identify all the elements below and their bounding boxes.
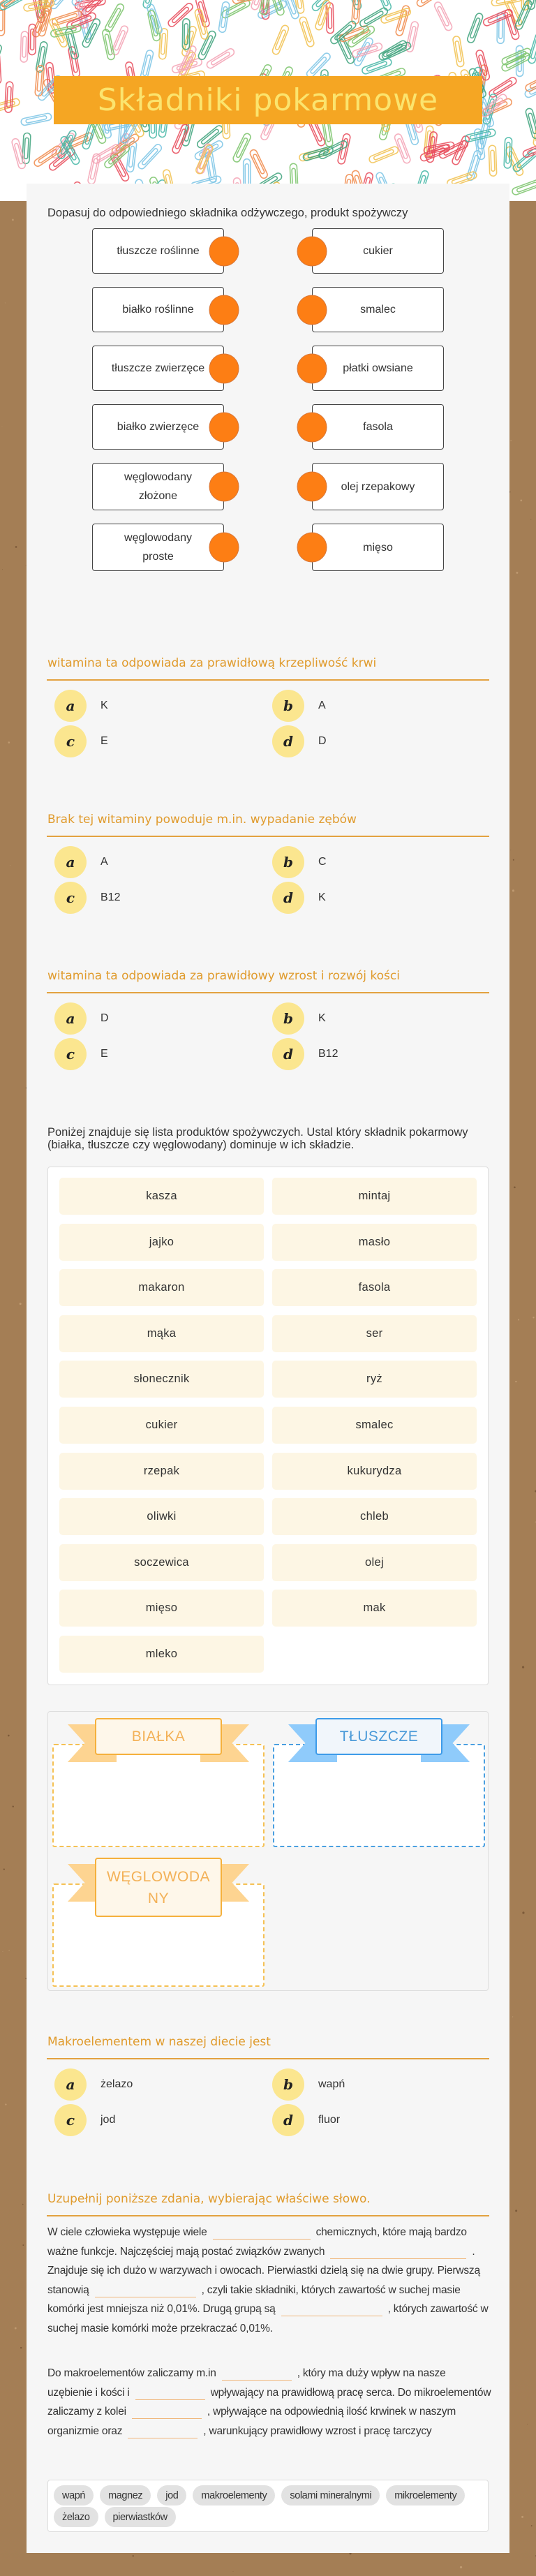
paragraph-text: chemicznych, które mają bardzo ważne funkcje. Najczęściej mają postać związków zwanych	[47, 2226, 467, 2258]
draggable-food-item[interactable]: smalec	[272, 1407, 477, 1444]
paragraph-text: W ciele człowieka występuje wiele	[47, 2226, 207, 2238]
paragraph-text: Do makroelementów zaliczamy m.in	[47, 2367, 216, 2379]
paragraph-text: , czyli takie składniki, których zawartość w suchej masie komórki jest mniejsza niż 0,01%. Drugą grupą są	[47, 2283, 461, 2315]
word-chip[interactable]: pierwiastków	[105, 2507, 176, 2527]
option-letter: c	[54, 2104, 87, 2136]
option-text: B12	[318, 1048, 338, 1060]
draggable-food-item[interactable]: makaron	[59, 1269, 264, 1306]
connector-dot[interactable]	[297, 353, 327, 383]
option-letter: a	[54, 1002, 87, 1035]
draggable-food-item[interactable]: soczewica	[59, 1544, 264, 1581]
question-heading: Makroelementem w naszej diecie jest	[47, 2035, 271, 2049]
option-text: K	[318, 891, 326, 903]
category-ribbon	[68, 1718, 249, 1762]
blank-drop-slot[interactable]	[213, 2226, 311, 2240]
question-heading: witamina ta odpowiada za prawidłową krzepliwość krwi	[47, 656, 377, 670]
paragraph-text: . Znajduje się ich dużo w warzywach i owocach. Pierwiastki dzielą się na dwie grupy. Pierwszą stanowią	[47, 2245, 480, 2296]
option-letter: b	[272, 846, 304, 878]
blank-drop-slot[interactable]	[222, 2367, 292, 2381]
question-heading: Brak tej witaminy powoduje m.in. wypadanie zębów	[47, 813, 357, 827]
word-chip[interactable]: makroelementy	[193, 2485, 275, 2505]
category-label: WĘGLOWODANY	[95, 1858, 222, 1917]
draggable-food-item[interactable]: ser	[272, 1315, 477, 1352]
heading-divider	[47, 836, 489, 837]
connector-dot[interactable]	[297, 472, 327, 502]
word-chip[interactable]: jod	[157, 2485, 186, 2505]
match-left-item[interactable]: węglowodany złożone	[92, 463, 224, 510]
answer-option-a[interactable]	[54, 690, 108, 722]
word-bank	[47, 2480, 489, 2532]
heading-divider	[47, 2058, 489, 2059]
draggable-food-item[interactable]: ryż	[272, 1361, 477, 1398]
answer-option-b[interactable]	[272, 846, 327, 878]
blank-drop-slot[interactable]	[132, 2405, 202, 2419]
fill-paragraph	[47, 2364, 491, 2441]
option-text: D	[318, 735, 327, 747]
match-right-item[interactable]: mięso	[312, 524, 444, 571]
answer-option-a[interactable]	[54, 2068, 133, 2101]
draggable-food-item[interactable]: chleb	[272, 1498, 477, 1535]
option-text: K	[100, 699, 108, 711]
sortable-items-panel	[47, 1167, 489, 1685]
draggable-food-item[interactable]: kukurydza	[272, 1453, 477, 1490]
match-left-item[interactable]: białko roślinne	[92, 287, 224, 332]
draggable-food-item[interactable]: oliwki	[59, 1498, 264, 1535]
option-letter: d	[272, 725, 304, 757]
word-chip[interactable]: magnez	[100, 2485, 151, 2505]
option-letter: c	[54, 1038, 87, 1070]
blank-drop-slot[interactable]	[281, 2302, 382, 2316]
option-letter: a	[54, 846, 87, 878]
draggable-food-item[interactable]: masło	[272, 1224, 477, 1261]
blank-drop-slot[interactable]	[95, 2283, 196, 2297]
match-right-item[interactable]: cukier	[312, 228, 444, 274]
title-banner	[54, 76, 482, 124]
word-chip[interactable]: wapń	[54, 2485, 94, 2505]
option-letter: d	[272, 2104, 304, 2136]
match-left-item[interactable]: węglowodany proste	[92, 524, 224, 571]
draggable-food-item[interactable]: cukier	[59, 1407, 264, 1444]
word-chip[interactable]: solami mineralnymi	[281, 2485, 380, 2505]
word-chip[interactable]: żelazo	[54, 2507, 98, 2527]
connector-dot[interactable]	[297, 412, 327, 442]
sorting-instruction: Poniżej znajduje się lista produktów spożywczych. Ustal który składnik pokarmowy (białka, tłuszcze czy węglowodany) dominuje w ich składzie.	[47, 1126, 468, 1151]
heading-divider	[47, 2215, 489, 2216]
option-letter: c	[54, 882, 87, 914]
answer-option-a[interactable]	[54, 846, 108, 878]
connector-dot[interactable]	[209, 412, 239, 442]
draggable-food-item[interactable]: słonecznik	[59, 1361, 264, 1398]
blank-drop-slot[interactable]	[128, 2425, 198, 2438]
option-text: żelazo	[100, 2078, 133, 2090]
option-letter: c	[54, 725, 87, 757]
connector-dot[interactable]	[209, 533, 239, 563]
header-paperclip-pattern	[0, 0, 536, 201]
option-text: jod	[100, 2114, 116, 2126]
option-text: E	[100, 1048, 108, 1060]
match-right-item[interactable]: płatki owsiane	[312, 346, 444, 391]
connector-dot[interactable]	[209, 295, 239, 325]
draggable-food-item[interactable]: mięso	[59, 1590, 264, 1627]
option-text: A	[100, 856, 108, 868]
option-text: B12	[100, 891, 121, 903]
page-title: Składniki pokarmowe	[97, 82, 439, 118]
option-letter: d	[272, 882, 304, 914]
fill-heading: Uzupełnij poniższe zdania, wybierając właściwe słowo.	[47, 2192, 371, 2206]
draggable-food-item[interactable]: olej	[272, 1544, 477, 1581]
category-label: BIAŁKA	[95, 1718, 222, 1755]
option-text: C	[318, 856, 327, 868]
option-letter: b	[272, 1002, 304, 1035]
draggable-food-item[interactable]: kasza	[59, 1178, 264, 1215]
matching-instruction: Dopasuj do odpowiedniego składnika odżywczego, produkt spożywczy	[47, 207, 408, 219]
answer-option-a[interactable]	[54, 1002, 109, 1035]
connector-dot[interactable]	[297, 236, 327, 266]
option-letter: a	[54, 690, 87, 722]
draggable-food-item[interactable]: fasola	[272, 1269, 477, 1306]
option-text: fluor	[318, 2114, 341, 2126]
connector-dot[interactable]	[209, 236, 239, 266]
connector-dot[interactable]	[297, 533, 327, 563]
answer-option-d[interactable]	[272, 725, 327, 757]
option-letter: d	[272, 1038, 304, 1070]
answer-option-d[interactable]	[272, 2104, 340, 2136]
connector-dot[interactable]	[209, 353, 239, 383]
category-label: TŁUSZCZE	[315, 1718, 442, 1755]
option-letter: b	[272, 690, 304, 722]
draggable-food-item[interactable]: mąka	[59, 1315, 264, 1352]
category-ribbon	[288, 1718, 470, 1762]
match-left-item[interactable]: tłuszcze roślinne	[92, 228, 224, 274]
category-ribbon	[68, 1858, 249, 1924]
paragraph-text: wpływający na prawidłową pracę serca. Do mikroelementów zaliczamy z kolei	[47, 2386, 491, 2418]
draggable-food-item[interactable]: jajko	[59, 1224, 264, 1261]
draggable-food-item[interactable]: mak	[272, 1590, 477, 1627]
option-text: E	[100, 735, 108, 747]
match-right-item[interactable]: fasola	[312, 404, 444, 450]
draggable-food-item[interactable]: rzepak	[59, 1453, 264, 1490]
fill-paragraph	[47, 2223, 491, 2338]
option-letter: b	[272, 2068, 304, 2101]
connector-dot[interactable]	[209, 472, 239, 502]
match-right-item[interactable]: olej rzepakowy	[312, 463, 444, 510]
paragraph-text: , który ma duży wpływ na nasze uzębienie i kości i	[47, 2367, 446, 2399]
blank-drop-slot[interactable]	[135, 2386, 205, 2400]
match-right-item[interactable]: smalec	[312, 287, 444, 332]
answer-option-c[interactable]	[54, 2104, 115, 2136]
blank-drop-slot[interactable]	[330, 2245, 466, 2259]
paragraph-text: , wpływające na odpowiednią ilość krwinek w naszym organizmie oraz	[47, 2406, 456, 2437]
connector-dot[interactable]	[297, 295, 327, 325]
option-text: wapń	[318, 2078, 345, 2090]
heading-divider	[47, 992, 489, 993]
word-chip[interactable]: mikroelementy	[386, 2485, 465, 2505]
question-heading: witamina ta odpowiada za prawidłowy wzrost i rozwój kości	[47, 969, 400, 983]
draggable-food-item[interactable]: mintaj	[272, 1178, 477, 1215]
answer-option-c[interactable]	[54, 725, 108, 757]
match-left-item[interactable]: białko zwierzęce	[92, 404, 224, 450]
match-left-item[interactable]: tłuszcze zwierzęce	[92, 346, 224, 391]
option-text: D	[100, 1012, 109, 1024]
paragraph-text: , których zawartość w suchej masie komórki może przekraczać 0,01%.	[47, 2303, 489, 2334]
answer-option-c[interactable]	[54, 1038, 108, 1070]
paragraph-text: , warunkujący prawidłowy wzrost i pracę tarczycy	[203, 2425, 432, 2437]
categories-panel	[47, 1711, 489, 1991]
option-letter: a	[54, 2068, 87, 2101]
heading-divider	[47, 679, 489, 681]
answer-option-b[interactable]	[272, 1002, 326, 1035]
answer-option-d[interactable]	[272, 882, 326, 914]
option-text: K	[318, 1012, 326, 1024]
answer-option-c[interactable]	[54, 882, 120, 914]
answer-option-b[interactable]	[272, 2068, 345, 2101]
draggable-food-item[interactable]: mleko	[59, 1636, 264, 1673]
answer-option-d[interactable]	[272, 1038, 338, 1070]
option-text: A	[318, 699, 326, 711]
answer-option-b[interactable]	[272, 690, 326, 722]
